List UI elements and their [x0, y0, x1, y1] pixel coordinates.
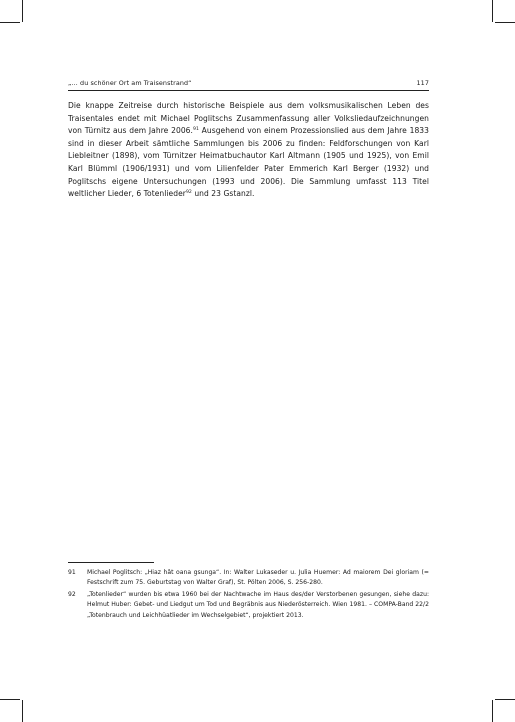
footnote-ref-91: 91: [192, 127, 199, 133]
running-title: „… du schöner Ort am Traisenstrand“: [68, 79, 192, 87]
crop-mark-top-right: [492, 0, 493, 22]
crop-mark-bottom-right-h: [495, 699, 515, 700]
crop-mark-top-left-h: [0, 22, 20, 23]
footnote-text: Michael Poglitsch: „Hiaz hât oana gsunga“. In: Walter Lukaseder u. Julia Huemer: Ad maiorem Dei gloriam (= Festschrift zum 75. Geburtstag von Walter Graf), St. Pölten 2006, S. 256-280.: [87, 569, 429, 587]
crop-mark-top-left: [22, 0, 23, 22]
footnote-91: [68, 568, 429, 589]
crop-mark-bottom-left-h: [0, 699, 20, 700]
footnote-number: 92: [68, 590, 76, 598]
header-rule: [68, 90, 429, 91]
crop-mark-bottom-right: [492, 700, 493, 722]
footnote-rule: [68, 562, 154, 563]
footnotes: [68, 568, 429, 622]
crop-mark-bottom-left: [22, 700, 23, 722]
footnote-text: „Totenlieder“ wurden bis etwa 1960 bei der Nachtwache im Haus des/der Verstorbenen gesungen, siehe dazu: Helmut Huber: Gebet- und Liedgut um Tod und Begräbnis aus Niederösterreich. Wien 1981. – COMPA-Band 22/2 „Totenbrauch und Leichhüatlieder im Wechselgebiet“, projektiert 2013.: [87, 590, 429, 619]
paragraph-continuation: Ausgehend von einem Prozessionslied aus dem Jahre 1833 sind in dieser Arbeit sämtliche Sammlungen bis 2006 zu finden: Feldforschungen von Karl Liebleitner (1898), vom Türnitzer Heimatbuchautor Karl Altmann (1905 und 1925), von Emil Karl Blümml (1906/1931) und vom Lilienfelder Pater Emmerich Karl Berger (1932) und Poglitschs eigene Untersuchungen (1993 und 2006). Die Sammlung umfasst 113 Titel weltlicher Lieder, 6 Totenlieder: [68, 126, 430, 199]
paragraph-main: Die knappe Zeitreise durch historische Beispiele aus dem volksmusikalischen Leben des Traisentales endet mit Michael Poglitschs Zusammenfassung aller Volksliedaufzeichnungen von Türnitz aus dem Jahre 2006.: [68, 101, 429, 136]
footnote-number: 91: [68, 569, 76, 576]
paragraph-end: und 23 Gstanzl.: [191, 189, 255, 199]
footnote-92: [68, 590, 429, 621]
body-paragraph: [68, 100, 429, 201]
crop-mark-top-right-h: [495, 22, 515, 23]
page-number: 117: [416, 79, 429, 87]
footnote-ref-92: 92: [185, 190, 192, 196]
